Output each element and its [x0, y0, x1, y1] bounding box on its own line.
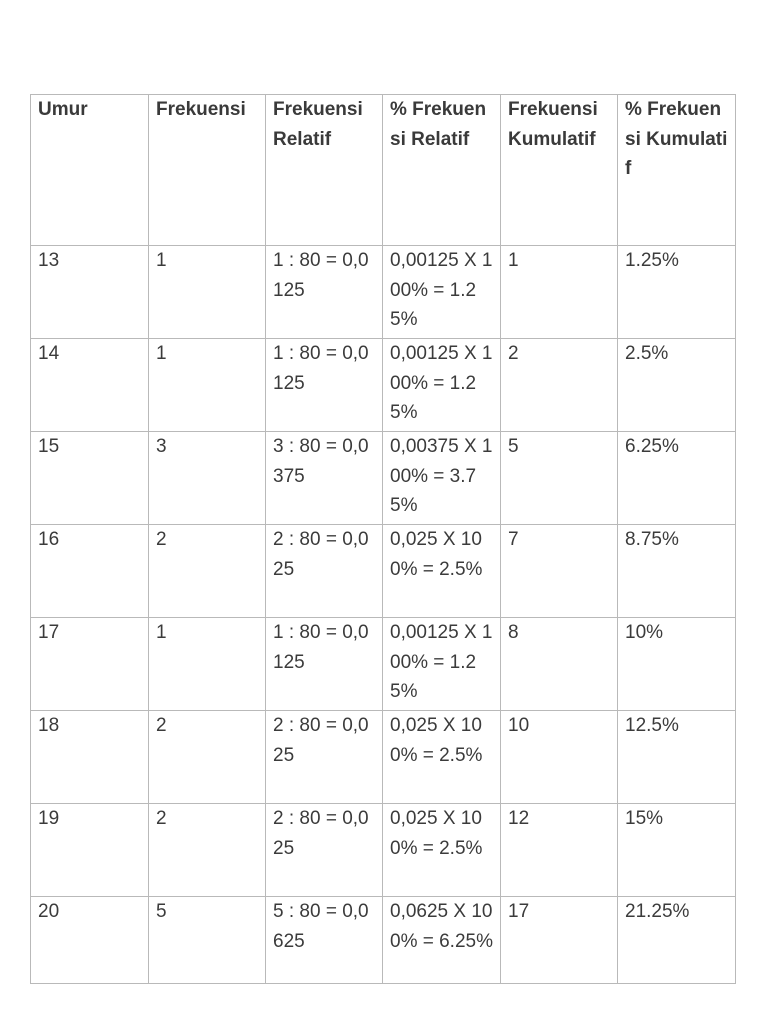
- cell-frekuensi: 1: [149, 618, 266, 711]
- cell-persen-frekuensi-kumulatif: 10%: [618, 618, 736, 711]
- table-row: [31, 339, 736, 432]
- table-row: [31, 432, 736, 525]
- cell-umur: 14: [31, 339, 149, 432]
- table-row: [31, 804, 736, 897]
- cell-frekuensi-relatif: 2 : 80 = 0,025: [266, 711, 383, 804]
- cell-persen-frekuensi-relatif: 0,00125 X 100% = 1.25%: [383, 339, 501, 432]
- cell-persen-frekuensi-relatif: 0,025 X 100% = 2.5%: [383, 804, 501, 897]
- cell-frekuensi-relatif: 2 : 80 = 0,025: [266, 804, 383, 897]
- cell-umur: 18: [31, 711, 149, 804]
- frequency-table: [30, 94, 736, 984]
- table-header-row: [31, 95, 736, 246]
- cell-frekuensi-kumulatif: 10: [501, 711, 618, 804]
- cell-persen-frekuensi-kumulatif: 21.25%: [618, 897, 736, 984]
- table-row: [31, 711, 736, 804]
- cell-frekuensi-kumulatif: 12: [501, 804, 618, 897]
- cell-frekuensi-kumulatif: 8: [501, 618, 618, 711]
- header-frekuensi-kumulatif: Frekuensi Kumulatif: [501, 95, 618, 246]
- table-row: [31, 618, 736, 711]
- cell-frekuensi-kumulatif: 5: [501, 432, 618, 525]
- table-row: [31, 897, 736, 984]
- cell-persen-frekuensi-kumulatif: 8.75%: [618, 525, 736, 618]
- cell-persen-frekuensi-relatif: 0,025 X 100% = 2.5%: [383, 711, 501, 804]
- cell-frekuensi-relatif: 1 : 80 = 0,0125: [266, 339, 383, 432]
- header-frekuensi-relatif: Frekuensi Relatif: [266, 95, 383, 246]
- cell-frekuensi: 2: [149, 525, 266, 618]
- cell-persen-frekuensi-relatif: 0,00125 X 100% = 1.25%: [383, 618, 501, 711]
- header-persen-frekuensi-relatif: % Frekuensi Relatif: [383, 95, 501, 246]
- cell-umur: 17: [31, 618, 149, 711]
- cell-persen-frekuensi-relatif: 0,00375 X 100% = 3.75%: [383, 432, 501, 525]
- table-row: [31, 246, 736, 339]
- cell-persen-frekuensi-relatif: 0,0625 X 100% = 6.25%: [383, 897, 501, 984]
- cell-persen-frekuensi-kumulatif: 15%: [618, 804, 736, 897]
- cell-frekuensi-kumulatif: 7: [501, 525, 618, 618]
- table-row: [31, 525, 736, 618]
- header-umur: Umur: [31, 95, 149, 246]
- cell-frekuensi-relatif: 2 : 80 = 0,025: [266, 525, 383, 618]
- cell-frekuensi-relatif: 5 : 80 = 0,0625: [266, 897, 383, 984]
- cell-frekuensi: 2: [149, 711, 266, 804]
- cell-umur: 19: [31, 804, 149, 897]
- cell-frekuensi-kumulatif: 2: [501, 339, 618, 432]
- cell-umur: 13: [31, 246, 149, 339]
- header-frekuensi: Frekuensi: [149, 95, 266, 246]
- cell-frekuensi-relatif: 1 : 80 = 0,0125: [266, 246, 383, 339]
- cell-persen-frekuensi-relatif: 0,025 X 100% = 2.5%: [383, 525, 501, 618]
- cell-umur: 20: [31, 897, 149, 984]
- cell-frekuensi-relatif: 1 : 80 = 0,0125: [266, 618, 383, 711]
- cell-frekuensi: 5: [149, 897, 266, 984]
- cell-umur: 15: [31, 432, 149, 525]
- cell-frekuensi-kumulatif: 1: [501, 246, 618, 339]
- cell-umur: 16: [31, 525, 149, 618]
- cell-frekuensi-kumulatif: 17: [501, 897, 618, 984]
- cell-persen-frekuensi-kumulatif: 6.25%: [618, 432, 736, 525]
- header-persen-frekuensi-kumulatif: % Frekuensi Kumulatif: [618, 95, 736, 246]
- cell-frekuensi: 1: [149, 246, 266, 339]
- cell-frekuensi: 3: [149, 432, 266, 525]
- cell-persen-frekuensi-kumulatif: 2.5%: [618, 339, 736, 432]
- cell-frekuensi: 2: [149, 804, 266, 897]
- cell-persen-frekuensi-kumulatif: 1.25%: [618, 246, 736, 339]
- cell-frekuensi: 1: [149, 339, 266, 432]
- cell-persen-frekuensi-kumulatif: 12.5%: [618, 711, 736, 804]
- cell-frekuensi-relatif: 3 : 80 = 0,0375: [266, 432, 383, 525]
- cell-persen-frekuensi-relatif: 0,00125 X 100% = 1.25%: [383, 246, 501, 339]
